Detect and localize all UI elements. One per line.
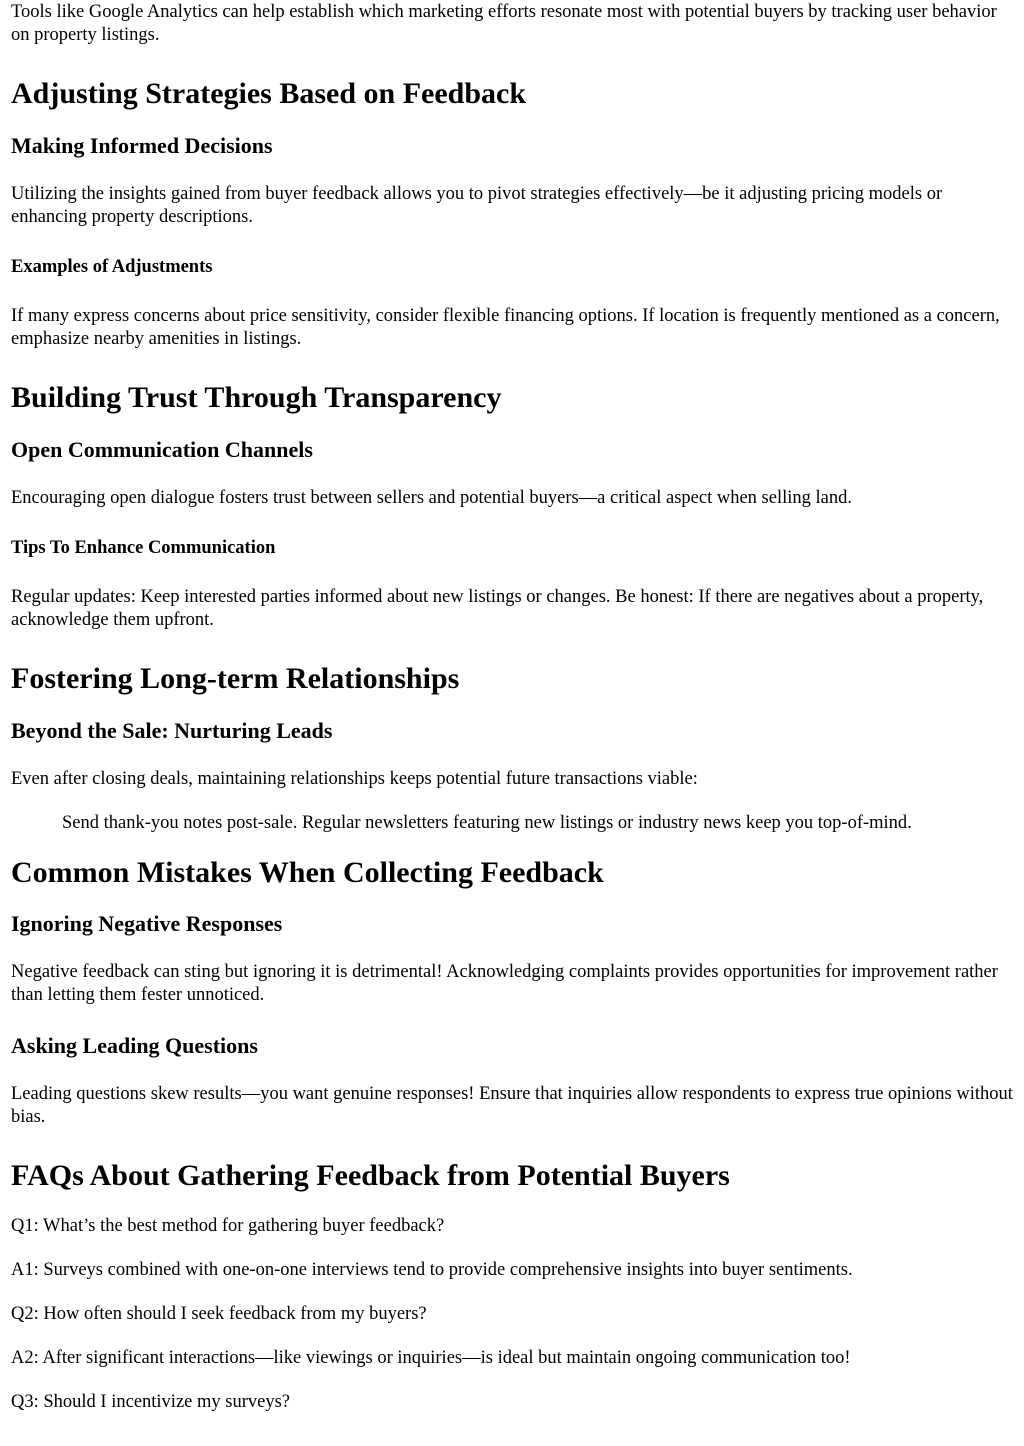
section-heading-mistakes: Common Mistakes When Collecting Feedback <box>11 856 604 889</box>
subheading-leading-questions: Asking Leading Questions <box>11 1033 258 1058</box>
section-heading-faqs: FAQs About Gathering Feedback from Potential Buyers <box>11 1159 730 1192</box>
blockquote-beyond-sale: Send thank-you notes post-sale. Regular newsletters featuring new listings or industry news keep you top-of-mind. <box>62 813 912 833</box>
faq-answer-1: A1: Surveys combined with one-on-one interviews tend to provide comprehensive insights into buyer sentiments. <box>11 1260 853 1280</box>
faq-question-2: Q2: How often should I seek feedback from my buyers? <box>11 1304 427 1324</box>
paragraph-leading-questions: Leading questions skew results—you want genuine responses! Ensure that inquiries allow respondents to express true opinions without bias. <box>11 1084 1013 1127</box>
subheading-ignoring-negative: Ignoring Negative Responses <box>11 911 283 936</box>
subheading-beyond-sale: Beyond the Sale: Nurturing Leads <box>11 718 333 743</box>
paragraph-tips: Regular updates: Keep interested parties informed about new listings or changes. Be honest: If there are negatives about a property, acknowledge them upfront. <box>11 587 984 630</box>
document-page <box>11 0 1014 1414</box>
faq-answer-2: A2: After significant interactions—like viewings or inquiries—is ideal but maintain ongoing communication too! <box>11 1348 851 1368</box>
subheading-examples: Examples of Adjustments <box>11 257 213 277</box>
section-heading-adjusting: Adjusting Strategies Based on Feedback <box>11 77 527 110</box>
paragraph-ignoring-negative: Negative feedback can sting but ignoring it is detrimental! Acknowledging complaints provides opportunities for improvement rather than letting them fester unnoticed. <box>11 962 998 1005</box>
section-heading-fostering: Fostering Long-term Relationships <box>11 662 460 695</box>
paragraph-examples: If many express concerns about price sensitivity, consider flexible financing options. If location is frequently mentioned as a concern, emphasize nearby amenities in listings. <box>11 306 1000 349</box>
subheading-open-communication: Open Communication Channels <box>11 437 313 462</box>
subheading-tips: Tips To Enhance Communication <box>11 538 276 558</box>
faq-question-1: Q1: What’s the best method for gathering buyer feedback? <box>11 1216 445 1236</box>
paragraph-beyond-sale: Even after closing deals, maintaining relationships keeps potential future transactions viable: <box>11 769 698 789</box>
paragraph-informed-decisions: Utilizing the insights gained from buyer feedback allows you to pivot strategies effectively—be it adjusting pricing models or enhancing property descriptions. <box>11 184 943 227</box>
subheading-informed-decisions: Making Informed Decisions <box>11 133 273 158</box>
faq-question-3: Q3: Should I incentivize my surveys? <box>11 1392 290 1412</box>
intro-paragraph: Tools like Google Analytics can help establish which marketing efforts resonate most with potential buyers by tracking user behavior on property listings. <box>11 2 997 45</box>
section-heading-trust: Building Trust Through Transparency <box>11 381 502 414</box>
paragraph-open-communication: Encouraging open dialogue fosters trust between sellers and potential buyers—a critical aspect when selling land. <box>11 488 852 508</box>
